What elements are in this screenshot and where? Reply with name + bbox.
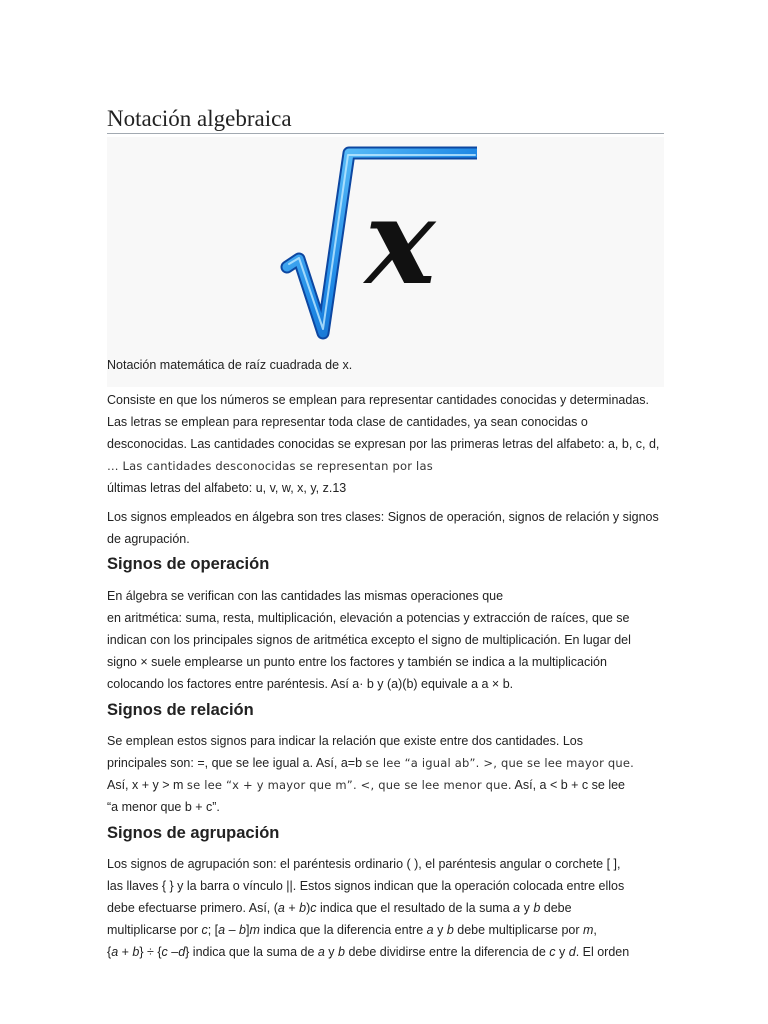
relacion-paragraph: Se emplean estos signos para indicar la relación que existe entre dos cantidades. Los principales son: =, que se lee igual a. Así, a=b se lee “a igual ab”. >, que se lee mayor que. Así, x + y > m se lee “x + y mayor que m”. <, que se lee menor que. Así, a < b + c se lee “a menor que b + c”. [107,734,634,814]
square-root-x-icon [277,143,477,343]
figure-caption: Notación matemática de raíz cuadrada de x. [107,358,353,372]
heading-signos-agrupacion: Signos de agrupación [107,824,280,842]
title-divider [107,133,664,134]
heading-signos-relacion: Signos de relación [107,701,254,719]
figure-box [107,137,664,387]
page-title: Notación algebraica [107,106,292,131]
operacion-paragraph: En álgebra se verifican con las cantidades las mismas operaciones que en aritmética: suma, resta, multiplicación, elevación a potencias y extracción de raíces, que se indican con los principales signos de aritmética excepto el signo de multiplicación. En lugar del signo × suele emplearse un punto entre los factores y también se indica a la multiplicación colocando los factores entre paréntesis. Así a· b y (a)(b) equivale a a × b. [107,589,631,691]
intro-paragraph-2: Los signos empleados en álgebra son tres clases: Signos de operación, signos de relación y signos de agrupación. [107,510,659,546]
intro-paragraph-1: Consiste en que los números se emplean para representar cantidades conocidas y determinadas. Las letras se emplean para representar toda clase de cantidades, ya sean conocidas o desconocidas. Las cantidades conocidas se expresan por las primeras letras del alfabeto: a, b, c, d, … Las cantidades desconocidas se representan por las últimas letras del alfabeto: u, v, w, x, y, z.13 [107,393,660,495]
agrupacion-paragraph: Los signos de agrupación son: el paréntesis ordinario ( ), el paréntesis angular o corchete [ ], las llaves { } y la barra o vínculo ||. Estos signos indican que la operación colocada entre ellos debe efectuarse primero. Así, (a + b)c indica que el resultado de la suma a y b debe multiplicarse por c; [a – b]m indica que la diferencia entre a y b debe multiplicarse por m, {a + b} ÷ {c –d} indica que la suma de a y b debe dividirse entre la diferencia de c y d. El orden [107,857,630,959]
heading-signos-operacion: Signos de operación [107,555,270,573]
x-glyph: x [365,172,436,311]
